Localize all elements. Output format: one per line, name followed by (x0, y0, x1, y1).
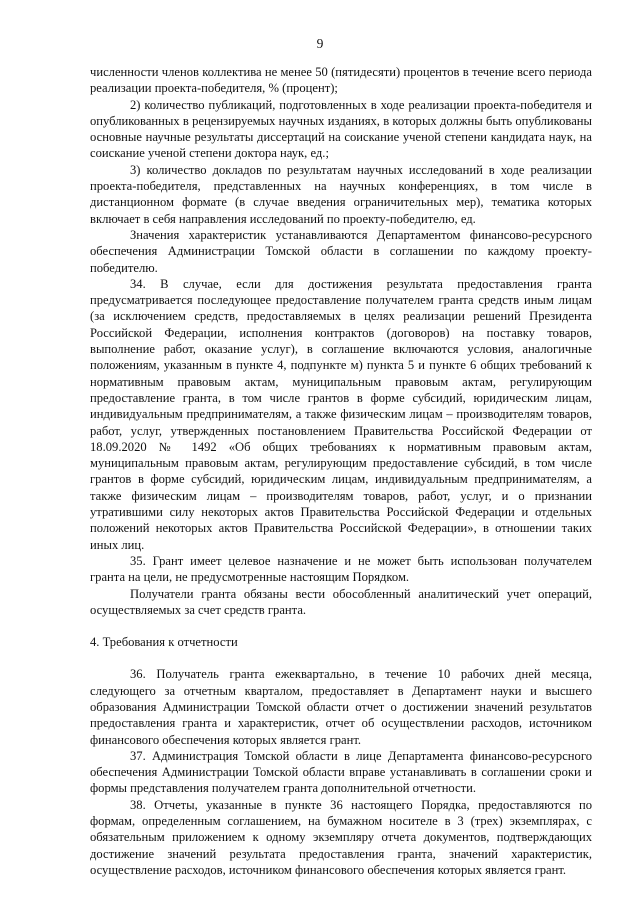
paragraph-36: 36. Получатель гранта ежеквартально, в течение 10 рабочих дней месяца, следующего за отчетным кварталом, предоставляет в Департамент науки и высшего образования Администрации Томской области отчет о достижении значений результатов предоставления гранта и характеристик, отчет об осуществлении расходов, источником финансового обеспечения которых является грант. (90, 667, 592, 747)
paragraph-accounting: Получатели гранта обязаны вести обособленный аналитический учет операций, осуществляемых за счет средств гранта. (90, 586, 592, 617)
spacer (90, 618, 592, 634)
paragraph-38: 38. Отчеты, указанные в пункте 36 настоящего Порядка, предоставляются по формам, определенным соглашением, на бумажном носителе в 3 (трех) экземплярах, с обязательным приложением к одному экземпляру отчета документов, подтверждающих достижение значений результата предоставления гранта, значений характеристик, осуществление расходов, источником финансового обеспечения которых является грант. (90, 797, 592, 877)
paragraph-item-3: 3) количество докладов по результатам научных исследований в ходе реализации проекта-победителя, представленных на научных конференциях, в том числе в дистанционном формате (в случае введения ограничительных мер), тематика которых включает в себя направления исследований по проекту-победителю, ед. (90, 162, 592, 226)
page-number: 9 (316, 36, 324, 51)
paragraph-characteristics: Значения характеристик устанавливаются Департаментом финансово-ресурсного обеспечения Администрации Томской области в соглашении по каждому проекту-победителю. (90, 227, 592, 275)
paragraph-continuation: численности членов коллектива не менее 50 (пятидесяти) процентов в течение всего периода реализации проекта-победителя, % (процент); (90, 65, 592, 96)
section-title: 4. Требования к отчетности (90, 635, 238, 650)
paragraph-35: 35. Грант имеет целевое назначение и не может быть использован получателем гранта на цели, не предусмотренные настоящим Порядком. (90, 553, 592, 585)
paragraph-item-2: 2) количество публикаций, подготовленных в ходе реализации проекта-победителя и опубликованных в рецензируемых научных изданиях, в которых должны быть опубликованы основные научные результаты диссертаций на соискание ученой степени кандидата наук, на соискание ученой степени доктора наук, ед.; (90, 97, 592, 161)
paragraph-34: 34. В случае, если для достижения результата предоставления гранта предусматривается последующее предоставление получателем гранта средств иным лицам (за исключением средств, предоставляемых в целях реализации решений Президента Российской Федерации, исполнения контрактов (договоров) на поставку товаров, выполнение работ, оказание услуг), в соглашение включаются условия, аналогичные положениям, указанным в пункте 4, подпункте м) пункта 5 и пункте 6 общих требований к нормативным правовым актам, муниципальным правовым актам, регулирующим предоставление гранта, в том числе грантов в форме субсидий, юридическим лицам, индивидуальным предпринимателям, а также физическим лицам – производителям товаров, работ, услуг, утвержденных постановлением Правительства Российской Федерации от 18.09.2020 № 1492 «Об общих требованиях к нормативным правовым актам, муниципальным правовым актам, регулирующим предоставление субсидий, в том числе грантов в форме субсидий, юридическим лицам, индивидуальным предпринимателям, а также физическим лицам – производителям товаров, работ, услуг, и о признании утратившими силу некоторых актов Правительства Российской Федерации и отдельных положений некоторых актов Правительства Российской Федерации», в отношении таких иных лиц. (90, 276, 592, 552)
spacer (90, 650, 592, 666)
paragraph-37: 37. Администрация Томской области в лице Департамента финансово-ресурсного обеспечения Администрации Томской области вправе устанавливать в соглашении сроки и формы представления получателем гранта дополнительной отчетности. (90, 748, 592, 796)
document-body (90, 64, 592, 878)
